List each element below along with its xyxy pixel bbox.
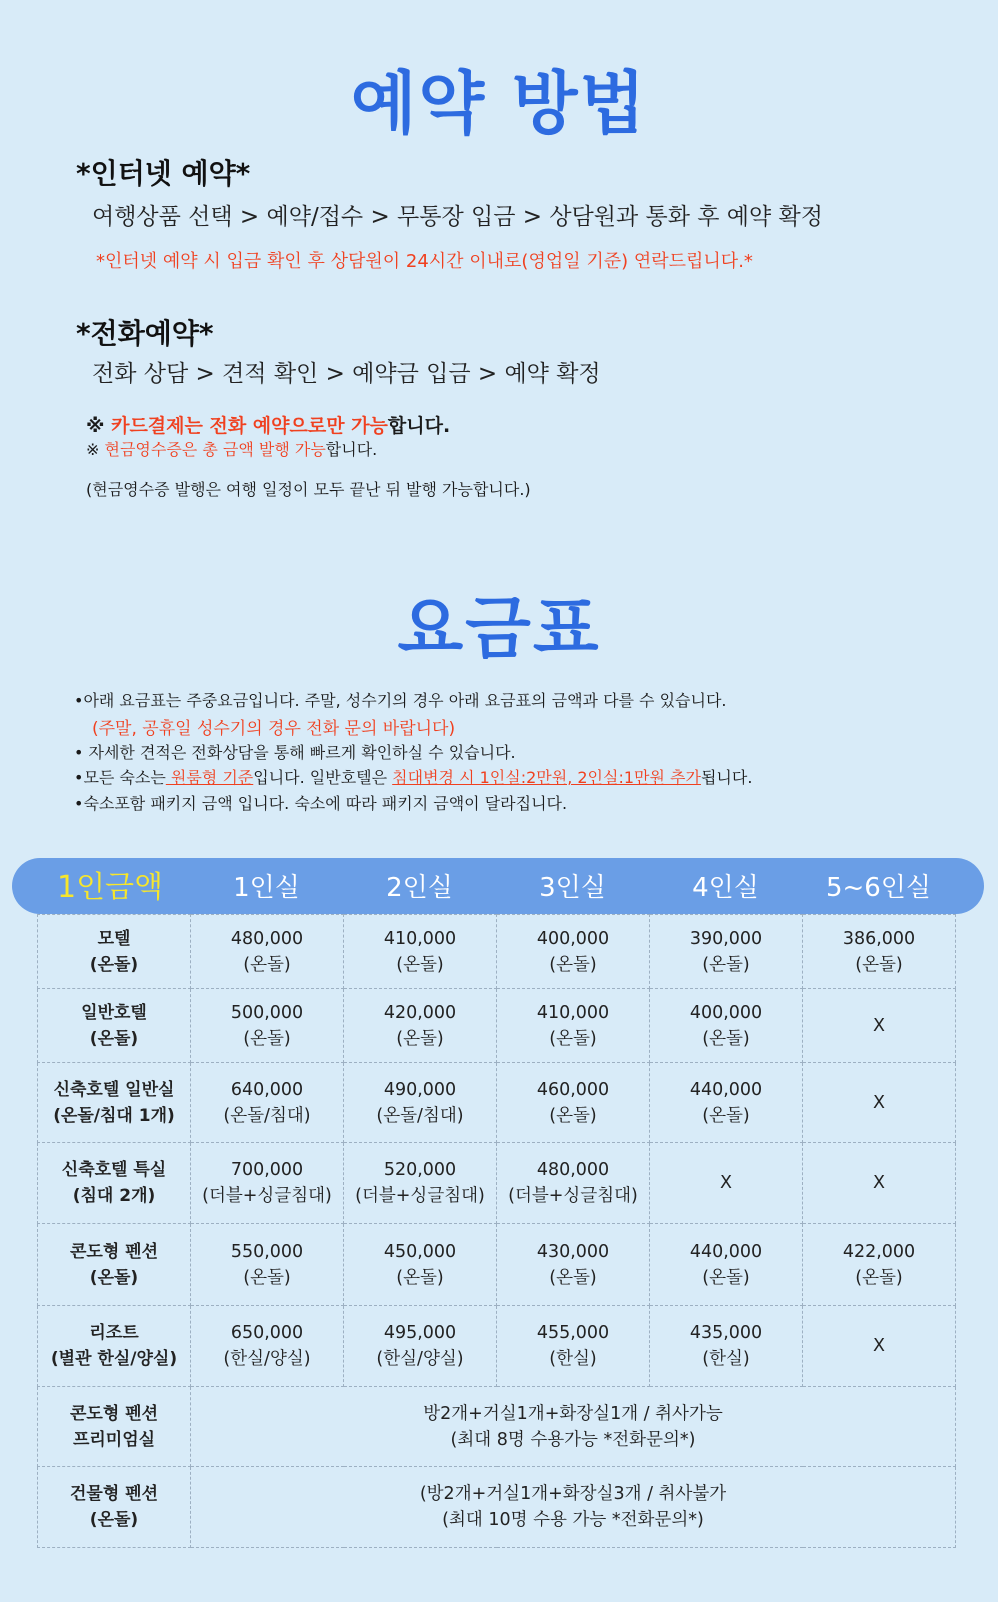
price-cell <box>191 1063 344 1143</box>
price-cell <box>497 1143 650 1224</box>
room-type: (한실) <box>549 1349 597 1369</box>
room-type: (온돌) <box>702 1105 750 1126</box>
header-per-person: 1인금액 <box>56 870 164 905</box>
row-subname: (온돌) <box>89 1028 139 1049</box>
price-cell <box>497 989 650 1063</box>
room-type: (온돌) <box>549 1267 597 1288</box>
price-cell <box>650 989 803 1063</box>
price-cell <box>191 1306 344 1387</box>
row-subname: 프리미엄실 <box>72 1429 156 1450</box>
price: 550,000 <box>230 1241 304 1262</box>
table-row <box>38 1387 956 1467</box>
table-row <box>38 1143 956 1224</box>
price: 440,000 <box>689 1079 763 1100</box>
card-note-highlight: 카드결제는 전화 예약으로만 가능 <box>111 415 388 437</box>
internet-reservation-note: *인터넷 예약 시 입금 확인 후 상담원이 24시간 이내로(영업일 기준) 연락드립니다.* <box>96 251 753 272</box>
room-type: (온돌) <box>549 954 597 975</box>
header-1-person: 1인실 <box>233 873 300 903</box>
cash-note-prefix: ※ <box>86 440 105 459</box>
internet-reservation-flow: 여행상품 선택 > 예약/접수 > 무통장 입금 > 상담원과 통화 후 예약 확정 <box>92 204 823 230</box>
price-cell <box>344 915 497 989</box>
room-type: (더블+싱글침대) <box>508 1186 638 1206</box>
header-4-person: 4인실 <box>692 873 759 903</box>
header-3-person: 3인실 <box>539 873 606 903</box>
row-subname: (온돌) <box>89 954 139 975</box>
room-type: (더블+싱글침대) <box>355 1186 485 1206</box>
price-cell <box>191 915 344 989</box>
room-type: (한실/양실) <box>376 1349 464 1369</box>
price-cell <box>344 1224 497 1306</box>
room-basis-highlight: 원룸형 기준 <box>165 768 254 787</box>
price-cell <box>650 1224 803 1306</box>
table-row <box>38 1063 956 1143</box>
rates-bullet-package: •숙소포함 패키지 금액 입니다. 숙소에 따라 패키지 금액이 달라집니다. <box>74 794 568 813</box>
price: 410,000 <box>536 1002 610 1023</box>
price: 440,000 <box>689 1241 763 1262</box>
row-name-cell <box>38 915 191 989</box>
price: 420,000 <box>383 1002 457 1023</box>
unavailable-cell <box>803 1143 956 1224</box>
room-type: (온돌/침대) <box>376 1105 464 1126</box>
row-name: 콘도형 펜션 <box>69 1241 159 1262</box>
room-type: (온돌) <box>396 954 444 975</box>
room-type: (온돌) <box>855 954 903 975</box>
row-name: 일반호텔 <box>81 1002 147 1023</box>
room-type: (온돌) <box>243 1267 291 1288</box>
price-cell <box>650 1306 803 1387</box>
room-type: (온돌) <box>396 1028 444 1049</box>
price: 490,000 <box>383 1079 457 1100</box>
room-type: (온돌/침대) <box>223 1105 311 1126</box>
row-name-cell <box>38 1467 191 1548</box>
phone-reservation-heading: *전화예약* <box>76 317 214 350</box>
rate-table <box>37 914 956 1548</box>
cash-note-highlight: 현금영수증은 총 금액 발행 가능 <box>104 440 326 459</box>
price-cell <box>191 1224 344 1306</box>
room-basis-text-c: 됩니다. <box>700 768 753 787</box>
price-cell <box>344 1306 497 1387</box>
table-row <box>38 1467 956 1548</box>
price-cell <box>344 1143 497 1224</box>
price-cell <box>803 915 956 989</box>
row-subname: (온돌/침대 1개) <box>53 1105 175 1126</box>
price: 650,000 <box>230 1323 304 1343</box>
bed-change-highlight: 침대변경 시 1인실:2만원, 2인실:1만원 추가 <box>392 768 701 787</box>
room-basis-text-b: 입니다. 일반호텔은 <box>253 768 393 787</box>
price: 430,000 <box>536 1241 610 1262</box>
room-basis-text-a: •모든 숙소는 <box>74 768 166 787</box>
price-cell <box>344 989 497 1063</box>
row-name-cell <box>38 1143 191 1224</box>
price: 500,000 <box>230 1002 304 1023</box>
rates-bullet-consult: • 자세한 견적은 전화상담을 통해 빠르게 확인하실 수 있습니다. <box>74 743 516 762</box>
price: 640,000 <box>230 1079 304 1100</box>
room-type: (온돌) <box>702 1267 750 1288</box>
row-name-cell <box>38 989 191 1063</box>
table-row <box>38 989 956 1063</box>
row-subname: (온돌) <box>89 1267 139 1288</box>
row-name: 모텔 <box>97 928 131 949</box>
row-name-cell <box>38 1387 191 1467</box>
unavailable-mark: X <box>873 1015 885 1036</box>
unavailable-cell <box>803 1306 956 1387</box>
cash-receipt-detail: (현금영수증 발행은 여행 일정이 모두 끝난 뒤 발행 가능합니다.) <box>86 480 531 499</box>
room-type: (한실) <box>702 1349 750 1369</box>
room-type: (온돌) <box>243 954 291 975</box>
reservation-title: 예약 방법 <box>350 65 648 144</box>
price-cell <box>803 1224 956 1306</box>
rates-bullet-weekday: •아래 요금표는 주중요금입니다. 주말, 성수기의 경우 아래 요금표의 금액과 다를 수 있습니다. <box>74 691 727 710</box>
price-cell <box>497 915 650 989</box>
card-note-suffix: 합니다. <box>387 415 451 437</box>
row-name-cell <box>38 1224 191 1306</box>
table-row <box>38 915 956 989</box>
price-cell <box>191 989 344 1063</box>
row-name: 콘도형 펜션 <box>69 1403 159 1424</box>
card-note-prefix: ※ <box>86 415 112 437</box>
price: 455,000 <box>536 1323 610 1343</box>
rates-title: 요금표 <box>397 590 601 669</box>
description-cell <box>191 1387 956 1467</box>
price-cell <box>497 1306 650 1387</box>
room-type: (온돌) <box>549 1028 597 1049</box>
table-row <box>38 1306 956 1387</box>
price-cell <box>497 1063 650 1143</box>
unavailable-mark: X <box>720 1173 732 1193</box>
internet-reservation-heading: *인터넷 예약* <box>76 157 251 190</box>
price: 700,000 <box>230 1160 304 1180</box>
row-name: 신축호텔 일반실 <box>53 1079 175 1100</box>
room-type: (더블+싱글침대) <box>202 1186 332 1206</box>
price-cell <box>497 1224 650 1306</box>
room-type: (온돌) <box>549 1105 597 1126</box>
rates-bullet-weekend-note: (주말, 공휴일 성수기의 경우 전화 문의 바랍니다) <box>92 719 456 739</box>
price: 400,000 <box>689 1002 763 1023</box>
cash-note-suffix: 합니다. <box>325 440 378 459</box>
unavailable-mark: X <box>873 1092 885 1113</box>
price-cell <box>650 915 803 989</box>
room-type: (온돌) <box>855 1267 903 1288</box>
room-description: (방2개+거실1개+화장실3개 / 취사불가 <box>419 1484 727 1504</box>
price: 450,000 <box>383 1241 457 1262</box>
room-type: (온돌) <box>702 954 750 975</box>
room-type: (한실/양실) <box>223 1349 311 1369</box>
price: 390,000 <box>689 928 763 949</box>
price: 520,000 <box>383 1160 457 1180</box>
header-5-6-person: 5~6인실 <box>825 873 932 903</box>
price: 460,000 <box>536 1079 610 1100</box>
price-cell <box>650 1063 803 1143</box>
price-cell <box>191 1143 344 1224</box>
price: 480,000 <box>536 1160 610 1180</box>
unavailable-mark: X <box>873 1173 885 1193</box>
room-type: (온돌) <box>702 1028 750 1049</box>
price-cell <box>344 1063 497 1143</box>
phone-reservation-flow: 전화 상담 > 견적 확인 > 예약금 입금 > 예약 확정 <box>92 361 601 387</box>
room-type: (온돌) <box>243 1028 291 1049</box>
row-subname: (침대 2개) <box>72 1186 156 1206</box>
price: 422,000 <box>842 1241 916 1262</box>
row-subname: (온돌) <box>89 1510 139 1530</box>
row-name: 신축호텔 특실 <box>61 1160 167 1180</box>
row-name-cell <box>38 1063 191 1143</box>
row-name: 리조트 <box>89 1323 139 1343</box>
rates-bullet-room-basis <box>74 765 752 788</box>
price: 435,000 <box>689 1323 763 1343</box>
room-description: 방2개+거실1개+화장실1개 / 취사가능 <box>423 1403 723 1424</box>
unavailable-mark: X <box>873 1336 885 1356</box>
row-name: 건물형 펜션 <box>69 1484 159 1504</box>
price: 386,000 <box>842 928 916 949</box>
price: 400,000 <box>536 928 610 949</box>
unavailable-cell <box>650 1143 803 1224</box>
description-cell <box>191 1467 956 1548</box>
table-row <box>38 1224 956 1306</box>
price: 495,000 <box>383 1323 457 1343</box>
cash-receipt-note <box>86 437 377 460</box>
price: 410,000 <box>383 928 457 949</box>
price: 480,000 <box>230 928 304 949</box>
capacity-note: (최대 8명 수용가능 *전화문의*) <box>450 1429 696 1450</box>
room-type: (온돌) <box>396 1267 444 1288</box>
unavailable-cell <box>803 989 956 1063</box>
row-name-cell <box>38 1306 191 1387</box>
row-subname: (별관 한실/양실) <box>50 1349 178 1369</box>
header-2-person: 2인실 <box>386 873 453 903</box>
unavailable-cell <box>803 1063 956 1143</box>
capacity-note: (최대 10명 수용 가능 *전화문의*) <box>442 1510 704 1530</box>
card-payment-note <box>86 411 450 438</box>
